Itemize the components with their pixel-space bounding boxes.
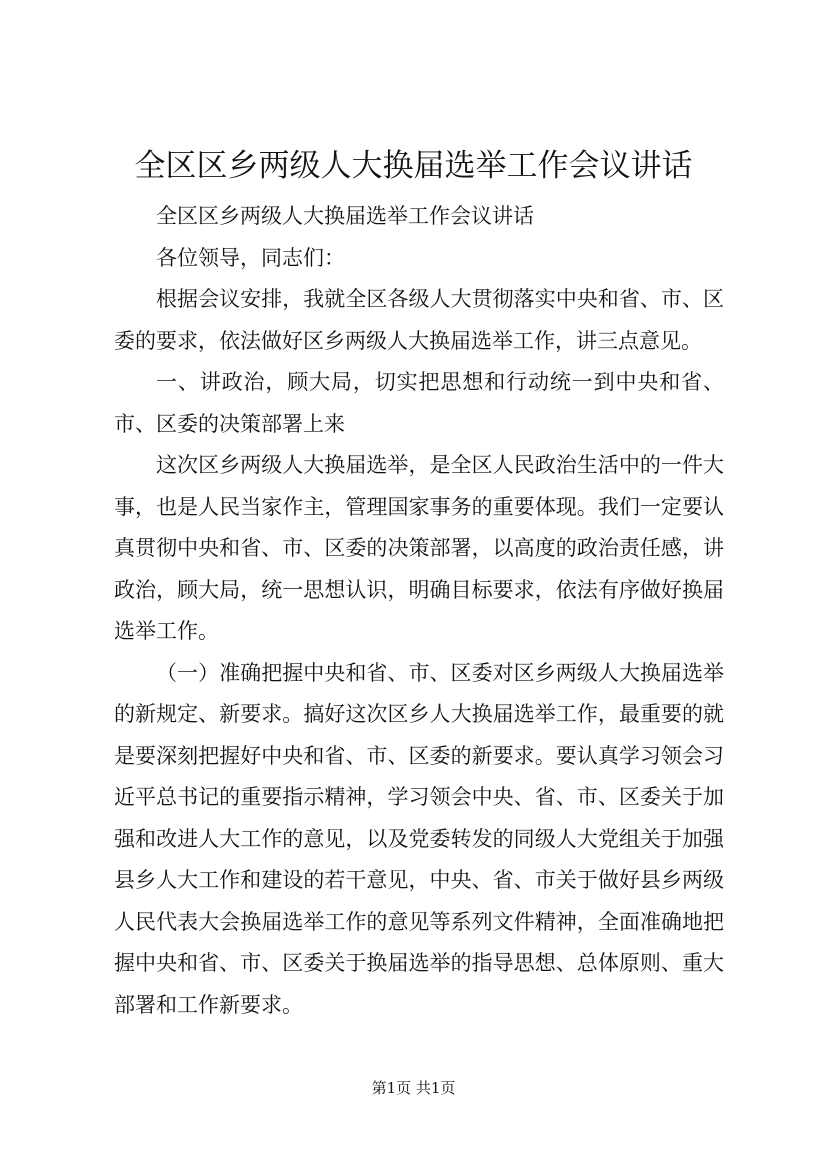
paragraph-section-heading: 一、讲政治，顾大局，切实把思想和行动统一到中央和省、市、区委的决策部署上来 — [114, 370, 724, 436]
document-body — [114, 196, 724, 1026]
paragraph-salutation: 各位领导，同志们： — [156, 245, 345, 270]
paragraph-subsection: （一）准确把握中央和省、市、区委对区乡两级人大换届选举的新规定、新要求。搞好这次区乡人大换届选举工作，最重要的就是要深刻把握好中央和省、市、区委的新要求。要认真学习领会习近平总书记的重要指示精神，学习领会中央、省、市、区委关于加强和改进人大工作的意见，以及党委转发的同级人大党组关于加强县乡人大工作和建设的若干意见，中央、省、市关于做好县乡两级人民代表大会换届选举工作的意见等系列文件精神，全面准确地把握中央和省、市、区委关于换届选举的指导思想、总体原则、重大部署和工作新要求。 — [114, 660, 724, 1017]
paragraph-subtitle: 全区区乡两级人大换届选举工作会议讲话 — [156, 204, 534, 228]
paragraph-body: 这次区乡两级人大换届选举，是全区人民政治生活中的一件大事，也是人民当家作主，管理国家事务的重要体现。我们一定要认真贯彻中央和省、市、区委的决策部署，以高度的政治责任感，讲政治，顾大局，统一思想认识，明确目标要求，依法有序做好换届选举工作。 — [114, 453, 724, 643]
page-footer: 第1页 共1页 — [371, 1079, 456, 1097]
paragraph-intro: 根据会议安排，我就全区各级人大贯彻落实中央和省、市、区委的要求，依法做好区乡两级人大换届选举工作，讲三点意见。 — [114, 287, 724, 353]
document-title: 全区区乡两级人大换届选举工作会议讲话 — [134, 148, 693, 184]
